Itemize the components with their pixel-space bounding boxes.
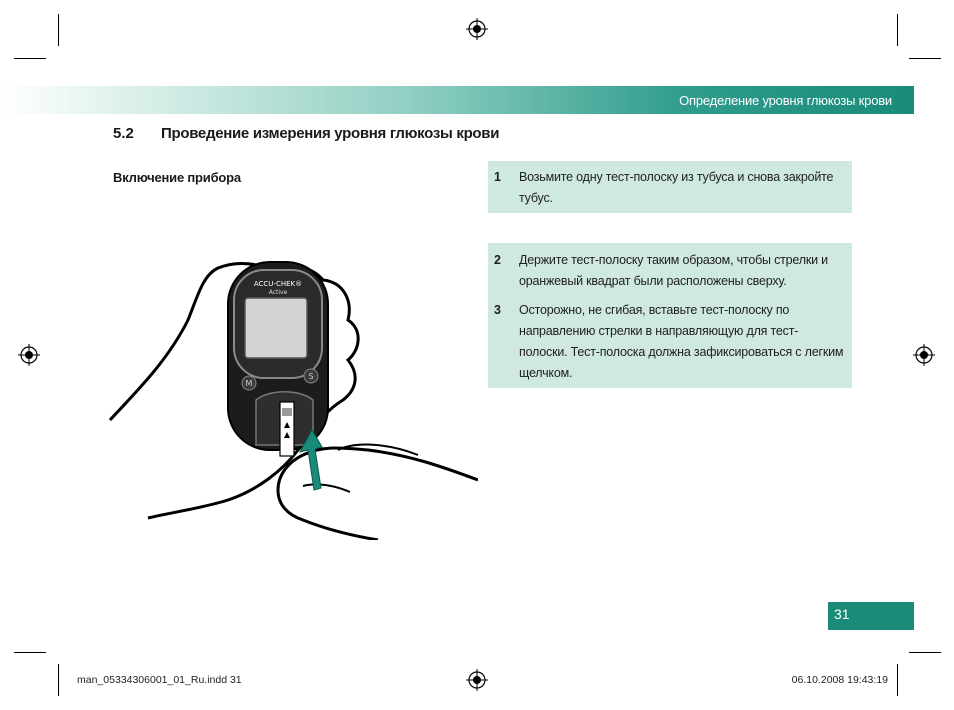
step-text: Возьмите одну тест-полоску из тубуса и снова закройте тубус.: [519, 170, 834, 205]
crop-mark: [14, 652, 46, 653]
crop-mark: [58, 14, 59, 46]
meter-in-hand-illustration: [108, 250, 478, 540]
step-text: Держите тест-полоску таким образом, чтобы стрелки и оранжевый квадрат были расположены сверху.: [519, 253, 828, 288]
hand-outline: [278, 448, 478, 540]
registration-mark-icon: [18, 344, 40, 366]
step-text: Осторожно, не сгибая, вставьте тест-полоску по направлению стрелки в направляющую для тест-полоски. Тест-полоска должна зафиксироваться с легким щелчком.: [519, 303, 844, 380]
crop-mark: [897, 664, 898, 696]
crop-mark: [897, 14, 898, 46]
svg-text:Active: Active: [268, 289, 288, 296]
step-item: [494, 250, 844, 292]
section-title: Проведение измерения уровня глюкозы крови: [161, 125, 500, 142]
crop-mark: [909, 652, 941, 653]
step-number: 2: [494, 253, 501, 267]
page-number: 31: [834, 606, 850, 622]
section-number: 5.2: [113, 125, 134, 142]
slug-filename: man_05334306001_01_Ru.indd 31: [77, 674, 242, 686]
crop-mark: [14, 58, 46, 59]
running-header-title: Определение уровня глюкозы крови: [679, 93, 892, 108]
registration-mark-icon: [466, 18, 488, 40]
svg-text:S: S: [308, 372, 314, 381]
step-number: 3: [494, 303, 501, 317]
crop-mark: [909, 58, 941, 59]
step-item: [494, 300, 844, 384]
meter-screen: [245, 298, 307, 358]
step-box-1: [488, 161, 852, 213]
step-box-2: [488, 243, 852, 388]
subheading: Включение прибора: [113, 170, 241, 185]
svg-text:M: M: [245, 379, 253, 388]
crop-mark: [58, 664, 59, 696]
registration-mark-icon: [466, 669, 488, 691]
brand-logo: ACCU-CHEK®: [253, 280, 303, 288]
step-item: [494, 167, 844, 209]
slug-datetime: 06.10.2008 19:43:19: [791, 674, 888, 686]
step-number: 1: [494, 170, 501, 184]
registration-mark-icon: [913, 344, 935, 366]
